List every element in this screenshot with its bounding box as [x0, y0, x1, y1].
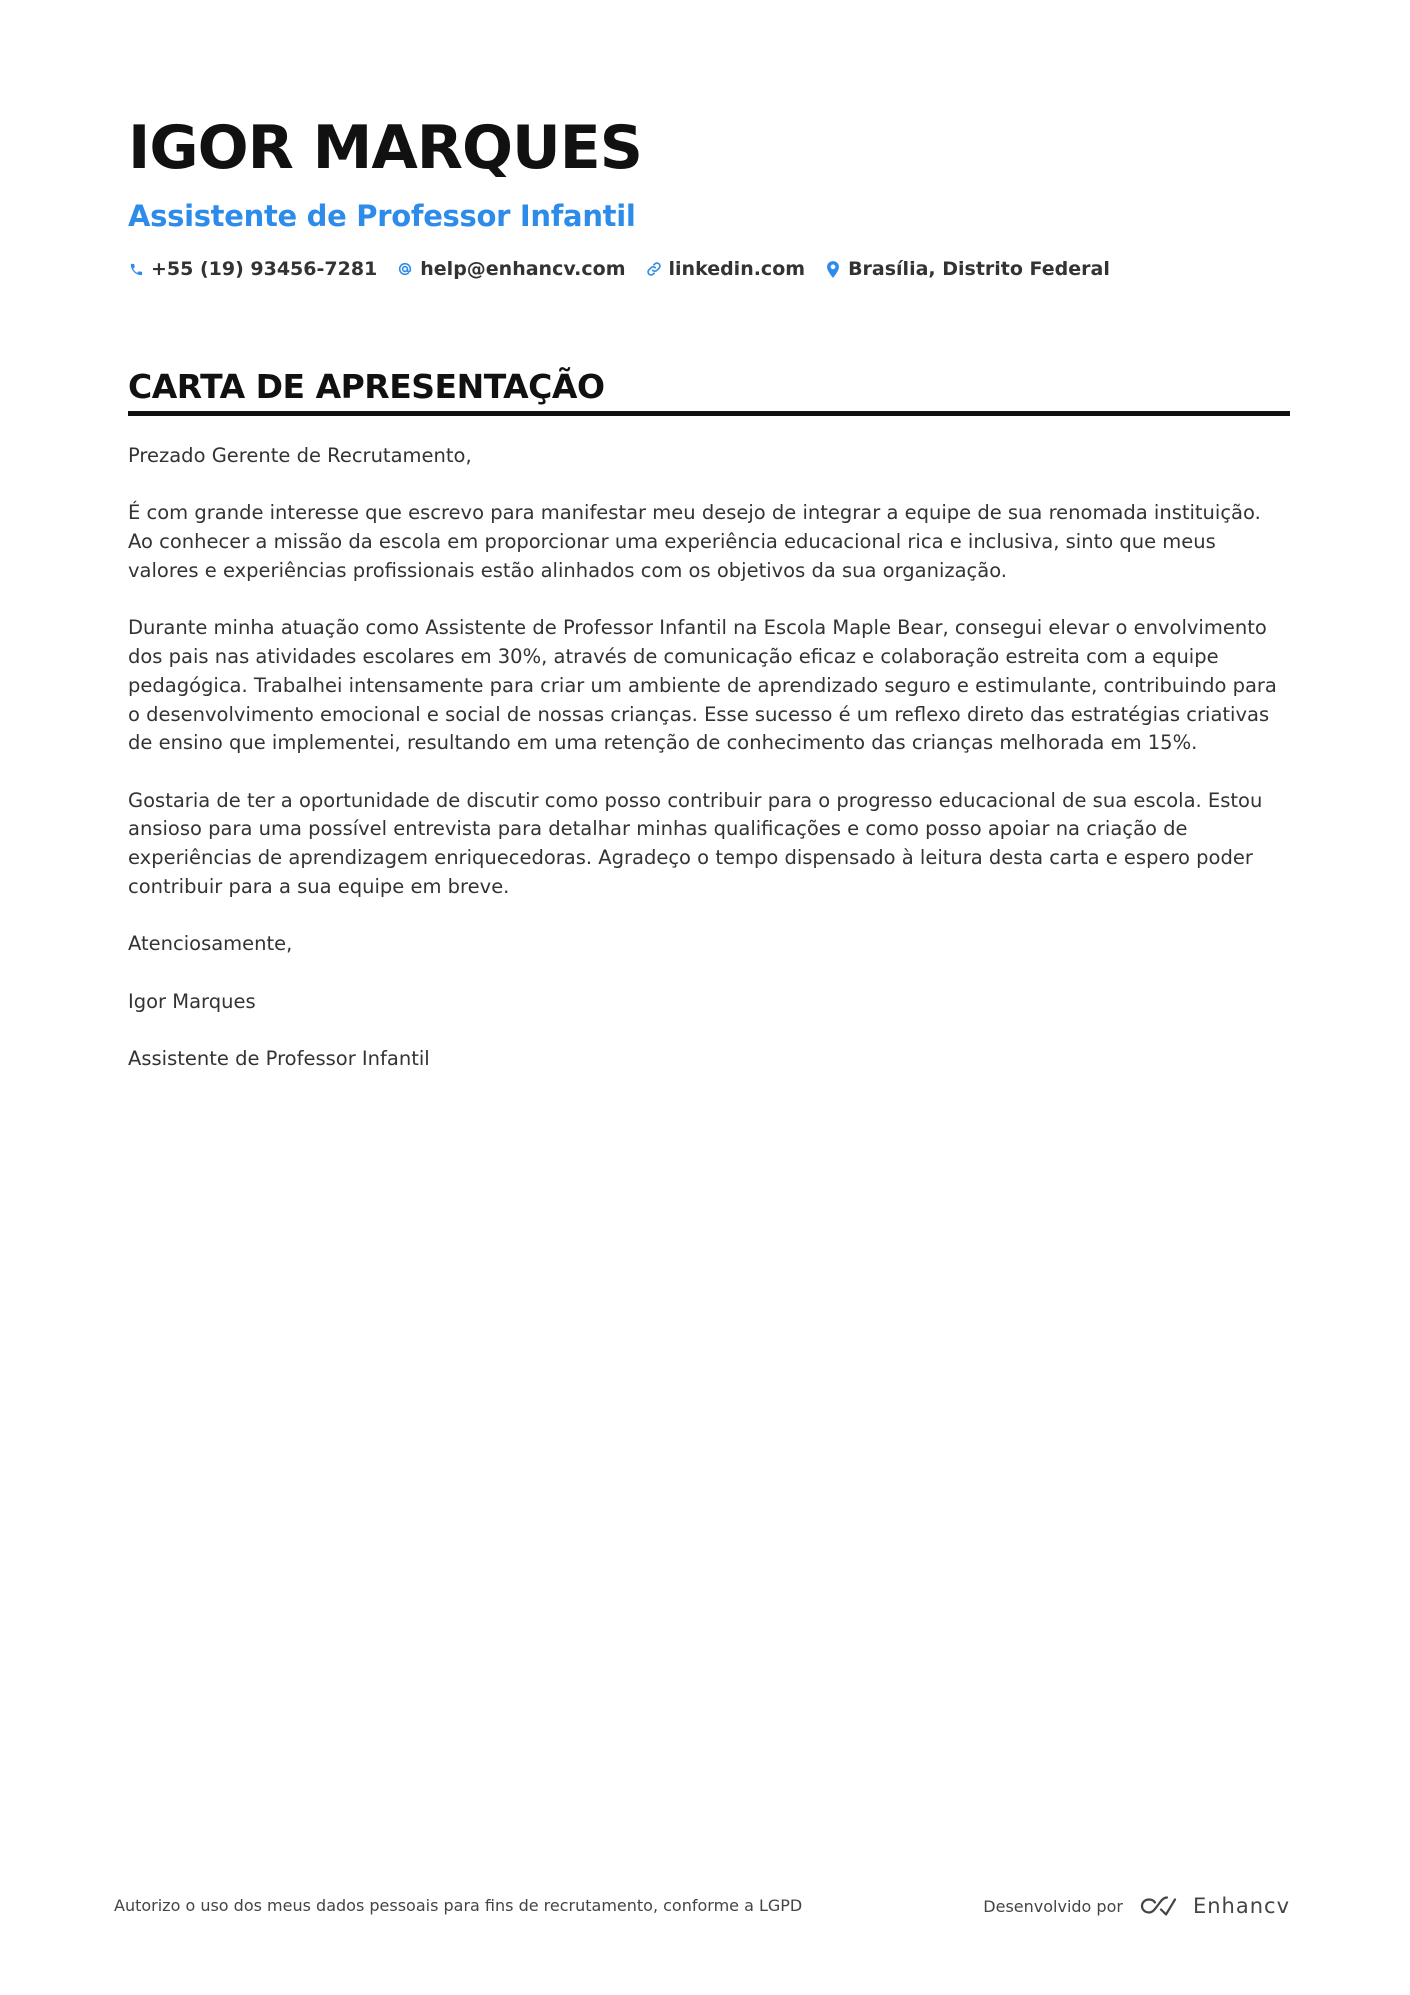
enhancv-brand-name: Enhancv	[1192, 1894, 1290, 1918]
signature-role: Assistente de Professor Infantil	[128, 1046, 430, 1070]
lgpd-consent-text: Autorizo o uso dos meus dados pessoais para fins de recrutamento, conforme a LGPD	[114, 1896, 803, 1915]
letter-body	[128, 442, 1290, 1074]
phone-text: +55 (19) 93456-7281	[151, 258, 378, 280]
candidate-role: Assistente de Professor Infantil	[128, 199, 636, 233]
email-text: help@enhancv.com	[420, 258, 626, 280]
at-icon	[397, 261, 413, 277]
section-title: CARTA DE APRESENTAÇÃO	[128, 367, 605, 406]
contact-linkedin[interactable]	[646, 258, 806, 280]
contact-phone[interactable]	[128, 258, 377, 280]
candidate-name: IGOR MARQUES	[128, 113, 642, 183]
footer	[114, 1894, 1290, 1920]
location-text: Brasília, Distrito Federal	[848, 258, 1110, 280]
contact-email[interactable]	[397, 258, 625, 280]
contact-info	[128, 258, 1290, 280]
contact-location	[825, 258, 1110, 280]
section-divider	[128, 411, 1290, 416]
paragraph-closing: Gostaria de ter a oportunidade de discutir como posso contribuir para o progresso educacional de sua escola. Estou ansioso para uma possível entrevista para detalhar minhas qualificações e como posso apoiar na criação de experiências de aprendizagem enriquecedoras. Agradeço o tempo dispensado à leitura desta carta e espero poder contribuir para a sua equipe em breve.	[128, 788, 1263, 899]
location-pin-icon	[825, 261, 841, 277]
link-icon	[646, 261, 662, 277]
sign-off: Atenciosamente,	[128, 932, 293, 956]
powered-by-label: Desenvolvido por	[983, 1896, 1123, 1916]
signature-name: Igor Marques	[128, 989, 256, 1013]
header	[128, 108, 1290, 280]
phone-icon	[128, 261, 144, 277]
enhancv-logo-icon	[1135, 1894, 1181, 1918]
linkedin-text: linkedin.com	[668, 258, 806, 280]
paragraph-experience: Durante minha atuação como Assistente de Professor Infantil na Escola Maple Bear, consegui elevar o envolvimento dos pais nas atividades escolares em 30%, através de comunicação eficaz e colaboração estreita com a equipe pedagógica. Trabalhei intensamente para criar um ambiente de aprendizado seguro e estimulante, contribuindo para o desenvolvimento emocional e social de nossas crianças. Esse sucesso é um reflexo direto das estratégias criativas de ensino que implementei, resultando em uma retenção de conhecimento das crianças melhorada em 15%.	[128, 616, 1277, 755]
paragraph-intro: É com grande interesse que escrevo para manifestar meu desejo de integrar a equipe de sua renomada instituição. Ao conhecer a missão da escola em proporcionar uma experiência educacional rica e inclusiva, sinto que meus valores e experiências profissionais estão alinhados com os objetivos da sua organização.	[128, 501, 1261, 582]
greeting: Prezado Gerente de Recrutamento,	[128, 444, 472, 467]
cover-letter-section	[128, 365, 1290, 1102]
powered-by[interactable]	[983, 1894, 1290, 1918]
